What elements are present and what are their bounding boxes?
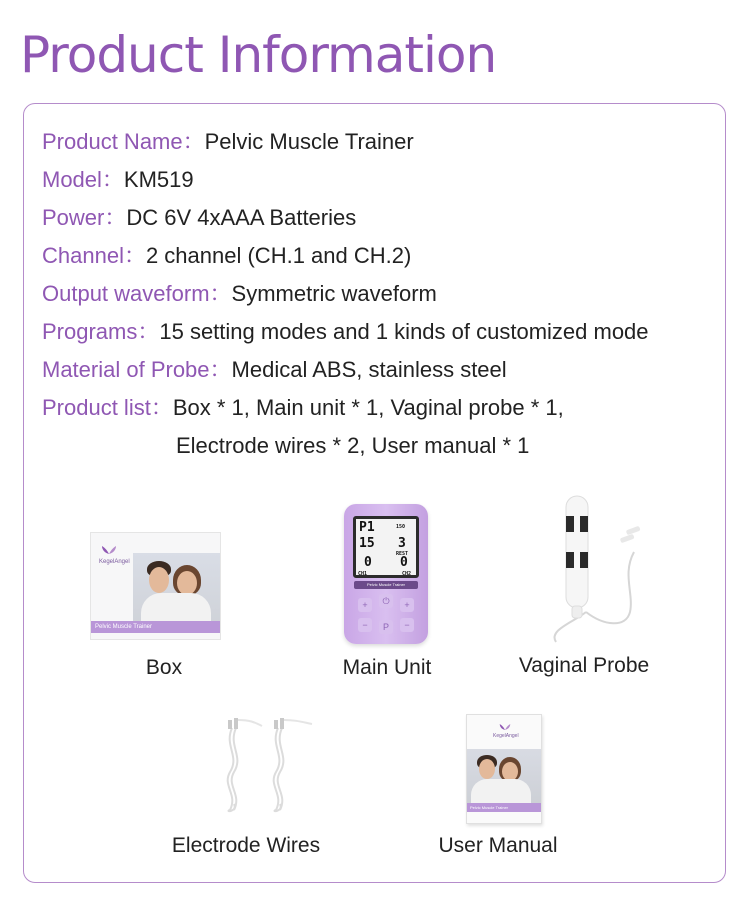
spec-label: Channel： xyxy=(42,243,146,268)
spec-list xyxy=(42,126,712,468)
spec-label: Product Name： xyxy=(42,129,205,154)
spec-value: Pelvic Muscle Trainer xyxy=(204,129,414,154)
spec-value: KM519 xyxy=(123,167,194,192)
unit-label: Pelvic Muscle Trainer xyxy=(354,581,418,589)
couple-photo xyxy=(133,553,221,627)
lcd-display xyxy=(353,516,422,578)
spec-programs xyxy=(42,316,712,354)
program-button: P xyxy=(379,620,393,634)
ch1-plus-button: + xyxy=(358,598,372,612)
vaginal-probe-image xyxy=(534,494,644,644)
couple-photo xyxy=(467,749,542,803)
spec-output-waveform xyxy=(42,278,712,316)
unit-keypad xyxy=(358,594,414,636)
kegelangel-logo-icon xyxy=(499,723,511,731)
probe-caption: Vaginal Probe xyxy=(518,654,650,677)
main-unit-image xyxy=(344,504,428,644)
spec-product-list-continuation: Electrode wires * 2, User manual * 1 xyxy=(176,433,530,458)
lcd-ch1-value: 0 xyxy=(364,555,386,570)
spec-value: Medical ABS, stainless steel xyxy=(231,357,507,382)
kegelangel-logo-icon xyxy=(101,545,117,555)
manual-brand-text: KegelAngel xyxy=(493,733,519,739)
spec-value: 2 channel (CH.1 and CH.2) xyxy=(145,243,412,268)
spec-channel xyxy=(42,240,712,278)
lcd-level-left: 15 xyxy=(359,536,375,551)
manual-strip-label: Pelvic Muscle Trainer xyxy=(467,803,542,812)
product-info-card xyxy=(23,103,726,883)
ch2-plus-button: + xyxy=(400,598,414,612)
spec-product-name xyxy=(42,126,712,164)
lcd-ch2-label: CH2 xyxy=(402,571,412,577)
spec-label: Model： xyxy=(42,167,124,192)
spec-model xyxy=(42,164,712,202)
spec-product-list xyxy=(42,392,712,430)
ch2-minus-button: − xyxy=(400,618,414,632)
spec-label: Product list： xyxy=(42,395,173,420)
lcd-timer: 150 xyxy=(396,524,406,530)
lcd-ch1-label: CH1 xyxy=(358,571,368,577)
wires-caption: Electrode Wires xyxy=(171,834,321,857)
spec-label: Power： xyxy=(42,205,127,230)
user-manual-image xyxy=(466,714,542,824)
ch1-minus-button: − xyxy=(358,618,372,632)
page-title: Product Information xyxy=(20,26,497,84)
spec-material xyxy=(42,354,712,392)
box-image xyxy=(90,532,221,640)
spec-value: 15 setting modes and 1 kinds of customized mode xyxy=(159,319,649,344)
spec-label: Programs： xyxy=(42,319,160,344)
box-caption: Box xyxy=(145,656,183,679)
electrode-wires-image xyxy=(202,716,332,816)
spec-label: Output waveform： xyxy=(42,281,232,306)
box-brand-text: KegelAngel xyxy=(99,559,130,565)
spec-value: Box * 1, Main unit * 1, Vaginal probe * 1, xyxy=(172,395,564,420)
manual-caption: User Manual xyxy=(438,834,558,857)
lcd-ch2-value: 0 xyxy=(400,555,422,570)
spec-label: Material of Probe： xyxy=(42,357,232,382)
lcd-program: P1 xyxy=(359,520,375,535)
box-strip-label: Pelvic Muscle Trainer xyxy=(91,621,221,633)
spec-value: Symmetric waveform xyxy=(231,281,437,306)
main-unit-caption: Main Unit xyxy=(342,656,432,679)
spec-value: DC 6V 4xAAA Batteries xyxy=(126,205,357,230)
power-button: ⏻ xyxy=(379,594,393,608)
spec-power xyxy=(42,202,712,240)
lcd-rest: REST xyxy=(396,551,409,557)
lcd-level-right: 3 xyxy=(398,536,406,551)
